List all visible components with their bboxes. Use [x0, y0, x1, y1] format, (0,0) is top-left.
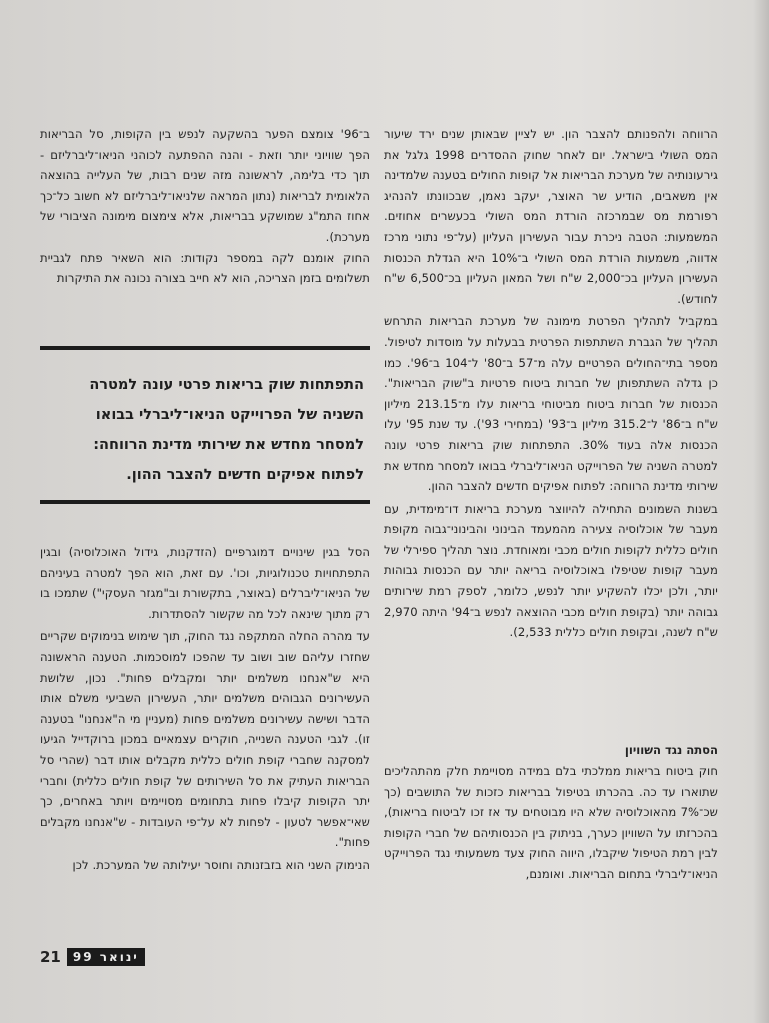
- page-edge-shadow: [753, 0, 769, 1023]
- section-heading: הסתה נגד השוויון: [624, 743, 718, 757]
- left-bottom-column: [40, 542, 370, 876]
- paragraph: בשנות השמונים התחילה להיווצר מערכת בריאות דו־מימדית, עם מעבר של אוכלוסיה צעירה מהמעמד הבינוני והבינוני־גבוה מקופת חולים כללית לקופות חולים מכבי ומאוחדת. נוצר תהליך ספירלי של מעבר קופות שטיפלו באוכלוסיה בריאה יותר עם הכנסות גבוהות יותר, ולכן יכלו להשקיע יותר לנפש, כלומר, לספק רמת שירותים גבוהה יותר (בקופת חולים מכבי ההוצאה לנפש ב־94' היתה 2,970 ש"ח לשנה, ובקופת חולים כללית 2,533).: [384, 501, 718, 640]
- pull-quote: התפתחות שוק בריאות פרטי עונה למטרה השניה של הפרוייקט הניאו־ליברלי בבואו למסחר מחדש את שירותי מדינת הרווחה: לפתוח אפיקים חדשים להצבר ההון.: [89, 377, 364, 483]
- paragraph: במקביל לתהליך הפרטת מימונה של מערכת הבריאות התרחש תהליך של הגברת השתתפות הפרטית בבעלות על מוסדות לטיפול. מספר בתי־החולים הפרטיים עלה מ־57 ב־80' ל־104 ב־96'. כמו כן גדלה השתתפותן של חברות ביטוח פרטיות ב"שוק הבריאות". הכנסות של חברות ביטוח מביטוחי בריאות עלו מ־213.15 מיליון ש"ח ב־86' ל־315.2 מיליון ב־93' (במחירי 93'). עד שנת 95' עלו הכנסות אלה בעוד 30%. התפתחות שוק בריאות פרטי עונה למטרה השניה של הפרוייקט הניאו־ליברלי בבואו למסחר מחדש את שירותי מדינת הרווחה: לפתוח אפיקים חדשים להצבר ההון.: [384, 314, 719, 494]
- paragraph: הסל בגין שינויים דמוגרפיים (הזדקנות, גידול האוכלוסיה) ובגין התפתחויות טכנולוגיות, וכו'. עם זאת, הוא הפך למטרה בעיניהם של הניאו־ליברלים (באוצר, בתקשורת וב"מגזר העסקי") שתמכו בו רק מתוך שינאה לכל מה שקשור להסתדרות.: [40, 545, 370, 621]
- page-number: 21: [40, 948, 61, 966]
- left-top-column: [40, 124, 370, 289]
- pull-quote-top-rule: [40, 346, 370, 350]
- page-footer: [40, 947, 145, 967]
- right-column-continued: [384, 761, 718, 885]
- pull-quote-bottom-rule: [40, 500, 370, 504]
- paragraph: חוק ביטוח בריאות ממלכתי בלם במידה מסויימת חלק מהתהליכים שתוארו עד כה. בהכרתו בטיפול בבריאות כזכות של התושבים (כך שכ־7% מהאוכלוסיה שלא היו מבוטחים עד אז זכו לביטוח בריאות), בהכרזתו על השוויון כערך, בניתוק בין הכנסותיהם של חברי הקופות לבין רמת הטיפול שיקבלו, היווה החוק צעד משמעותי נגד הפרוייקט הניאו־ליברלי בתחום הבריאות. ואומנם,: [384, 764, 718, 881]
- issue-badge: ינואר 99: [67, 948, 145, 966]
- paragraph: החוק אומנם לקה במספר נקודות: הוא השאיר פתח לגביית תשלומים בזמן הצריכה, הוא לא חייב בצורה נכונה את התיקרות: [40, 250, 370, 286]
- paragraph: ב־96' צומצם הפער בהשקעה לנפש בין הקופות, סל הבריאות הפך שוויוני יותר וזאת - והנה ההפתעה לכוהני הניאו־ליברליזם - תוך כדי בלימה, לראשונה מזה שנים רבות, של העלייה בהוצאה הלאומית לבריאות (נתון המראה שלניאו־ליברליזם לא חשוב כל־כך אחוז התמ"ג שמושקע בבריאות, אלא צימצום מימונה הציבורי של מערכת).: [40, 127, 370, 244]
- paragraph: הרווחה ולהפנותם להצבר הון. יש לציין שבאותן שנים ירד שיעור המס השולי בישראל. יום לאחר שחוק ההסדרים 1998 גלגל את גירעונותיה של מערכת הבריאות אל קופות החולים בטענה שלמדינה אין משאבים, הודיע שר האוצר, יעקב נאמן, שבכוונתו להנהיג רפורמת מס שבמרכזה הורדת המס השולי בכעשרים אחוזים. המשמעות: הטבה ניכרת עבור העשירון העליון (על־פי נתוני מרכז אדווה, משמעות הורדת המס השולי ב־10% היא הגדלת הכנסות העשירון העליון בכ־2,000 ש"ח ושל המאון העליון בכ־6,500 ש"ח לחודש).: [384, 127, 718, 306]
- paragraph: הנימוק השני הוא בזבזנותה וחוסר יעילותה של המערכת. לכן: [72, 857, 370, 872]
- paragraph: עד מהרה החלה המתקפה נגד החוק, תוך שימוש בנימוקים שקריים שחזרו עליהם שוב ושוב עד שהפכו למוסכמות. הטענה הראשונה היא ש"אנחנו משלמים יותר ומקבלים פחות". נכון, שלושת העשירונים הגבוהים משלמים יותר, העשירון השביעי משלם אותו הדבר ושישה עשירונים משלמים פחות (מעניין מי ה"אנחנו" בטענה זו). לגבי הטענה השנייה, חוקרים עצמאיים במכון ברוקדייל הגיעו למסקנה שחברי קופת חולים כללית מקבלים אותו דבר (שהרי סל הבריאות העתיק את סל השירותים של קופת חולים כללית) וחברי יתר הקופות קיבלו פחות בתחומים מסויימים ויותר באחרים, כך שאי־אפשר לטעון - לפחות לא על־פי העובדות - ש"אנחנו מקבלים פחות".: [40, 629, 370, 850]
- right-column: [384, 124, 718, 643]
